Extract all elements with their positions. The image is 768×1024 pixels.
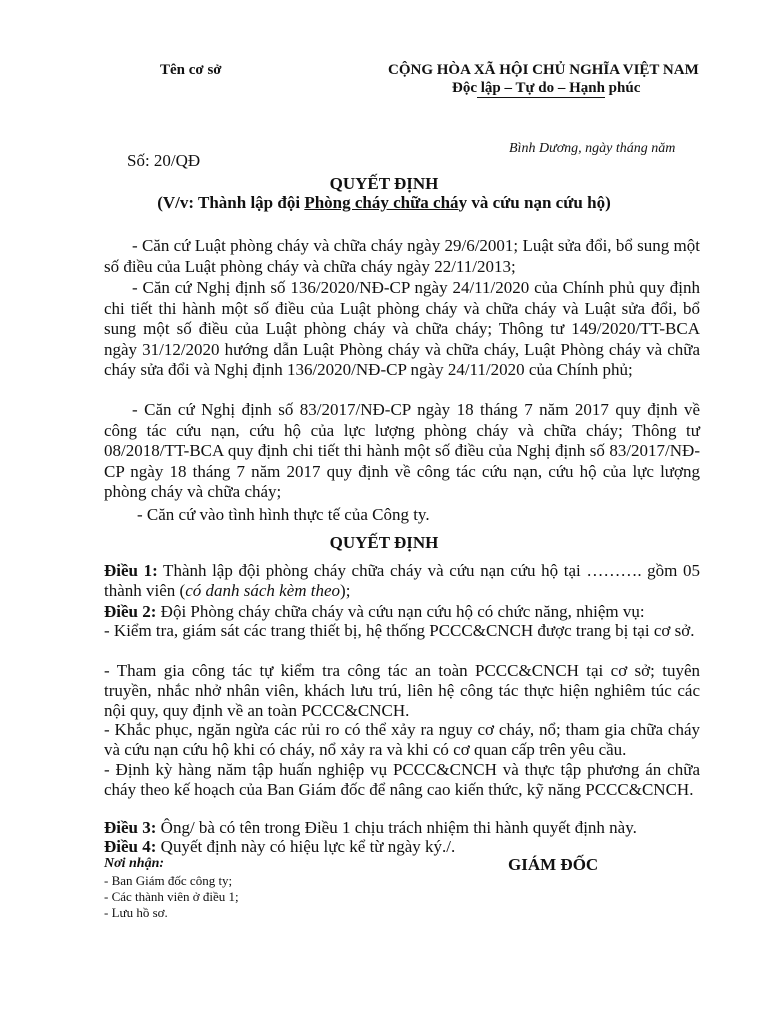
duty-item: - Định kỳ hàng năm tập huấn nghiệp vụ PCCC&CNCH và thực tập phương án chữa cháy theo kế hoạch của Ban Giám đốc để nâng cao kiến thức, kỹ năng PCCC&CNCH. (104, 760, 700, 799)
subtitle-pre: (V/v: Thành lập đội (157, 193, 305, 212)
article-3-text: Ông/ bà có tên trong Điều 1 chịu trách nhiệm thi hành quyết định này. (156, 818, 637, 837)
duty-item: - Khắc phục, ngăn ngừa các rủi ro có thể xảy ra nguy cơ cháy, nổ; tham gia chữa cháy và cứu nạn cứu hộ khi có cháy, nổ xảy ra và khi có cơ quan cấp trên yêu cầu. (104, 720, 700, 759)
preamble-paragraph: - Căn cứ Luật phòng cháy và chữa cháy ngày 29/6/2001; Luật sửa đổi, bổ sung một số điều của Luật phòng cháy và chữa cháy ngày 22/11/2013; (104, 236, 700, 276)
subtitle-underlined: Phòng cháy chữa chá (304, 193, 459, 212)
document-number: Số: 20/QĐ (127, 151, 201, 170)
national-title: CỘNG HÒA XÃ HỘI CHỦ NGHĨA VIỆT NAM (388, 62, 699, 78)
recipient-item: - Ban Giám đốc công ty; (104, 873, 233, 888)
article-1 (104, 561, 700, 601)
preamble-paragraph: - Căn cứ Nghị định số 83/2017/NĐ-CP ngày 18 tháng 7 năm 2017 quy định về công tác cứu nạn, cứu hộ của lực lượng phòng cháy và chữa cháy; Thông tư 08/2018/TT-BCA quy định chi tiết thi hành một số điều của Nghị định số 83/2017/NĐ-CP ngày 18 tháng 7 năm 2017 quy định về công tác cứu nạn, cứu hộ của lực lượng phòng cháy và chữa cháy; (104, 400, 700, 501)
article-1-label: Điều 1: (104, 561, 158, 580)
preamble-paragraph: - Căn cứ vào tình hình thực tế của Công ty. (137, 505, 430, 524)
article-4 (104, 837, 700, 857)
recipient-item: - Lưu hồ sơ. (104, 905, 168, 920)
preamble-paragraph: - Căn cứ Nghị định số 136/2020/NĐ-CP ngày 24/11/2020 của Chính phủ quy định chi tiết thi hành một số điều của Luật phòng cháy và chữa cháy và Luật sửa đổi, bổ sung một số điều của Luật phòng cháy và chữa cháy; Thông tư 149/2020/TT-BCA ngày 31/12/2020 hướng dẫn Luật Phòng cháy và chữa cháy, Luật Phòng cháy và chữa cháy sửa đổi và Nghị định 136/2020/NĐ-CP ngày 24/11/2020 của Chính phủ; (104, 278, 700, 379)
document-title: QUYẾT ĐỊNH (329, 174, 439, 193)
signer-title: GIÁM ĐỐC (508, 855, 599, 874)
article-4-text: Quyết định này có hiệu lực kể từ ngày ký./. (156, 837, 456, 856)
article-2-text: Đội Phòng cháy chữa cháy và cứu nạn cứu hộ có chức năng, nhiệm vụ: (156, 602, 645, 621)
article-3-label: Điều 3: (104, 818, 157, 837)
article-3 (104, 818, 700, 838)
date-line: Bình Dương, ngày tháng năm (509, 141, 676, 156)
article-4-label: Điều 4: (104, 837, 157, 856)
article-2 (104, 602, 700, 622)
subtitle-post: y và cứu nạn cứu hộ) (458, 193, 611, 212)
decision-heading: QUYẾT ĐỊNH (329, 533, 439, 552)
article-1-text: Thành lập đội phòng cháy chữa cháy và cứu nạn cứu hộ tại ………. gồm 05 thành viên ( (104, 561, 700, 600)
duty-item: - Kiểm tra, giám sát các trang thiết bị, hệ thống PCCC&CNCH được trang bị tại cơ sở. (104, 621, 695, 640)
recipients-heading: Nơi nhận: (104, 856, 165, 871)
national-motto: Độc lập – Tự do – Hạnh phúc (452, 80, 641, 96)
article-2-label: Điều 2: (104, 602, 157, 621)
article-1-italic: có danh sách kèm theo (185, 581, 341, 600)
article-1-end: ); (340, 581, 351, 600)
duty-item: - Tham gia công tác tự kiểm tra công tác an toàn PCCC&CNCH tại cơ sở; tuyên truyền, nhắc nhở nhân viên, khách lưu trú, liên hệ công tác thực hiện nghiêm túc các nội quy, quy định về an toàn PCCC&CNCH. (104, 661, 700, 720)
recipient-item: - Các thành viên ở điều 1; (104, 889, 239, 904)
document-subtitle (0, 193, 768, 213)
motto-underline (477, 97, 605, 98)
organization-name: Tên cơ sở (160, 62, 222, 78)
